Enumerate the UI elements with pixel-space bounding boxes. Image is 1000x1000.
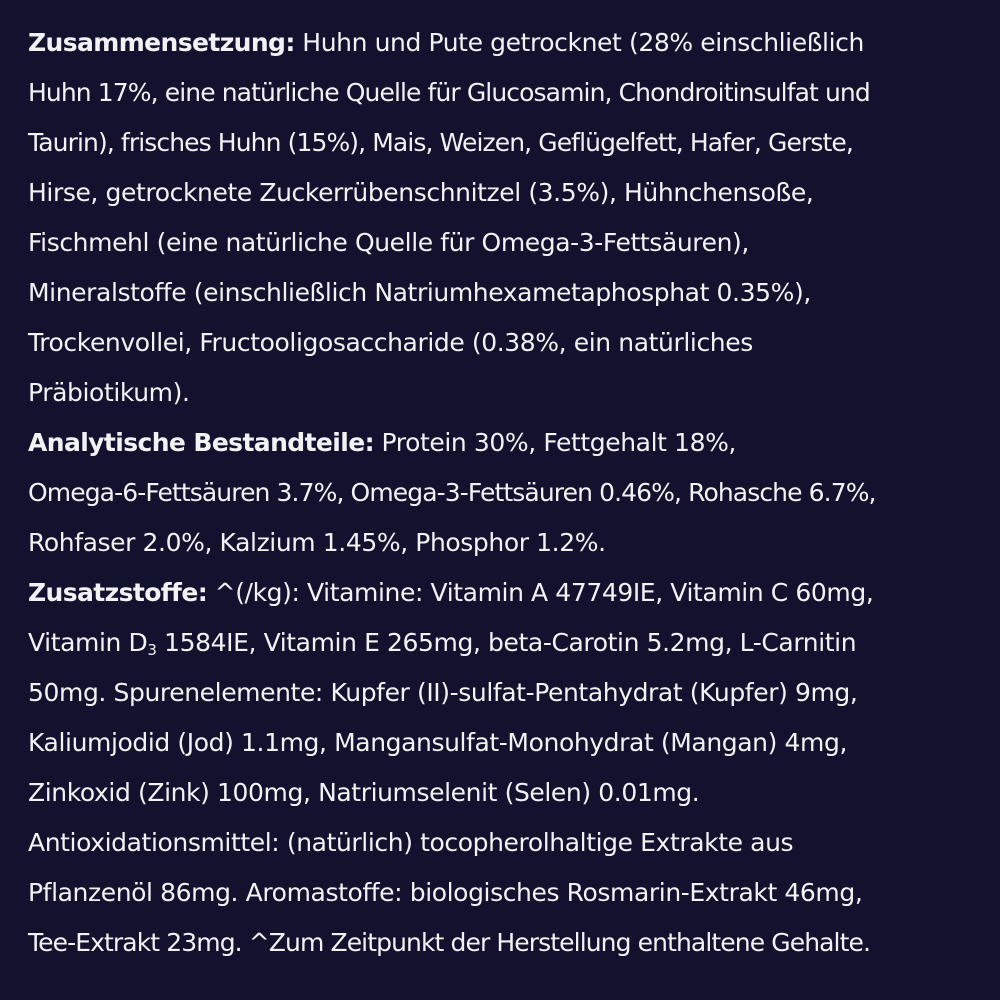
additives-text: 1584IE, Vitamin E 265mg, beta-Carotin 5.2mg, L-Carnitin [156, 628, 857, 657]
composition-line: Präbiotikum). [28, 378, 190, 407]
composition-text: Huhn und Pute getrocknet (28% einschließlich [294, 28, 864, 57]
composition-line: Fischmehl (eine natürliche Quelle für Omega-3-Fettsäuren), [28, 228, 749, 257]
vitamin-d-text: Vitamin D [28, 628, 148, 657]
analytics-line: Rohfaser 2.0%, Kalzium 1.45%, Phosphor 1.2%. [28, 528, 606, 557]
composition-line [28, 18, 978, 68]
composition-line: Taurin), frisches Huhn (15%), Mais, Weizen, Geflügelfett, Hafer, Gerste, [28, 128, 853, 157]
additives-label: Zusatzstoffe: [28, 578, 208, 607]
additives-line: Antioxidationsmittel: (natürlich) tocopherolhaltige Extrakte aus [28, 828, 794, 857]
composition-line: Trockenvollei, Fructooligosaccharide (0.38%, ein natürliches [28, 328, 753, 357]
additives-line [28, 618, 978, 668]
analytics-line [28, 418, 978, 468]
analytics-section [28, 418, 978, 568]
additives-line: 50mg. Spurenelemente: Kupfer (II)-sulfat-Pentahydrat (Kupfer) 9mg, [28, 678, 858, 707]
additives-section [28, 568, 978, 968]
composition-line: Mineralstoffe (einschließlich Natriumhexametaphosphat 0.35%), [28, 278, 811, 307]
composition-section [28, 18, 978, 418]
composition-line: Hirse, getrocknete Zuckerrübenschnitzel (3.5%), Hühnchensoße, [28, 178, 814, 207]
additives-line: Tee-Extrakt 23mg. ^Zum Zeitpunkt der Herstellung enthaltene Gehalte. [28, 928, 871, 957]
additives-text: ^(/kg): Vitamine: Vitamin A 47749IE, Vitamin C 60mg, [207, 578, 874, 607]
additives-line: Pflanzenöl 86mg. Aromastoffe: biologisches Rosmarin-Extrakt 46mg, [28, 878, 863, 907]
composition-line: Huhn 17%, eine natürliche Quelle für Glucosamin, Chondroitinsulfat und [28, 78, 870, 107]
additives-line [28, 568, 978, 618]
additives-line: Kaliumjodid (Jod) 1.1mg, Mangansulfat-Monohydrat (Mangan) 4mg, [28, 728, 847, 757]
ingredients-document [28, 18, 978, 968]
additives-line: Zinkoxid (Zink) 100mg, Natriumselenit (Selen) 0.01mg. [28, 778, 700, 807]
vitamin-d-subscript: 3 [147, 641, 157, 659]
analytics-text: Protein 30%, Fettgehalt 18%, [373, 428, 736, 457]
analytics-label: Analytische Bestandteile: [28, 428, 374, 457]
analytics-line: Omega-6-Fettsäuren 3.7%, Omega-3-Fettsäuren 0.46%, Rohasche 6.7%, [28, 478, 876, 507]
composition-label: Zusammensetzung: [28, 28, 295, 57]
